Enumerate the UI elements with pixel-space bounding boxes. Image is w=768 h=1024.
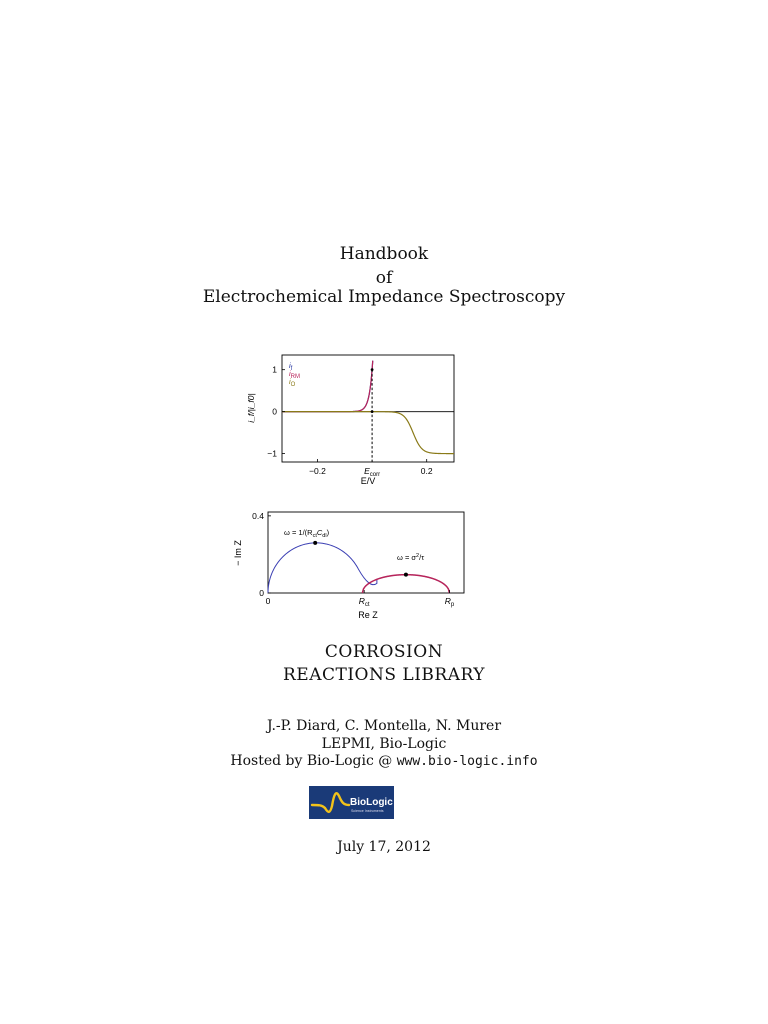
chart2-xlabel: Re Z [358,610,378,620]
legend-item: $i_O$ [289,377,296,388]
hosted-prefix: Hosted by Bio-Logic @ [230,753,397,769]
nyquist-chart [0,505,768,625]
annotation-time-constant: $\omega = 1/(R_{ct}C_{dl})$ [284,528,330,539]
chart1-frame [282,355,454,462]
subtitle-library: REACTIONS LIBRARY [283,665,485,685]
y-tick-label: 1 [272,364,277,375]
hosted-by [0,752,768,771]
nyquist-curve [268,543,449,593]
legend-item: $i_{RM}$ [289,369,301,380]
rct-label: $R_{ct}$ [358,596,370,608]
x-tick-label: −0.2 [309,466,326,476]
ecorr-zero-point [371,410,374,413]
website-link[interactable]: www.bio-logic.info [396,754,538,769]
x-tick-label: 0 [265,596,271,606]
affiliation: LEPMI, Bio-Logic [321,736,447,752]
x-tick-label: 0.2 [420,466,433,476]
authors: J.-P. Diard, C. Montella, N. Murer [266,718,502,734]
title-handbook: Handbook [339,244,429,264]
series-iRM [282,361,373,412]
title-of: of [375,268,393,288]
title-main: Electrochemical Impedance Spectroscopy [202,287,566,307]
chart1-ylabel: i_f/|i_f0| [246,393,256,423]
polarization-chart [0,350,768,490]
ecorr-label: $E_{corr}$ [364,466,381,478]
svg-text:Science Instruments: Science Instruments [351,809,384,813]
peak-point-2 [404,573,408,577]
series-if [282,361,373,412]
chart1-xlabel: E/V [360,476,376,486]
y-tick-label: 0.4 [252,510,264,521]
y-tick-label: −1 [267,448,277,459]
ecorr-point [371,368,374,371]
svg-text:BioLogic: BioLogic [350,797,393,808]
rp-label: $R_p$ [444,596,455,608]
legend-item: $i_f$ [289,361,293,372]
peak-point-1 [313,541,317,545]
y-tick-label: 0 [272,406,277,417]
series-iO [282,412,454,454]
biologic-logo [309,786,394,819]
annotation-warburg: $\omega = \sigma^2/\tau$ [397,553,425,562]
chart2-ylabel: − Im Z [233,540,243,566]
date: July 17, 2012 [337,839,431,855]
subtitle-corrosion: CORROSION [324,642,444,662]
y-tick-label: 0 [259,588,264,598]
